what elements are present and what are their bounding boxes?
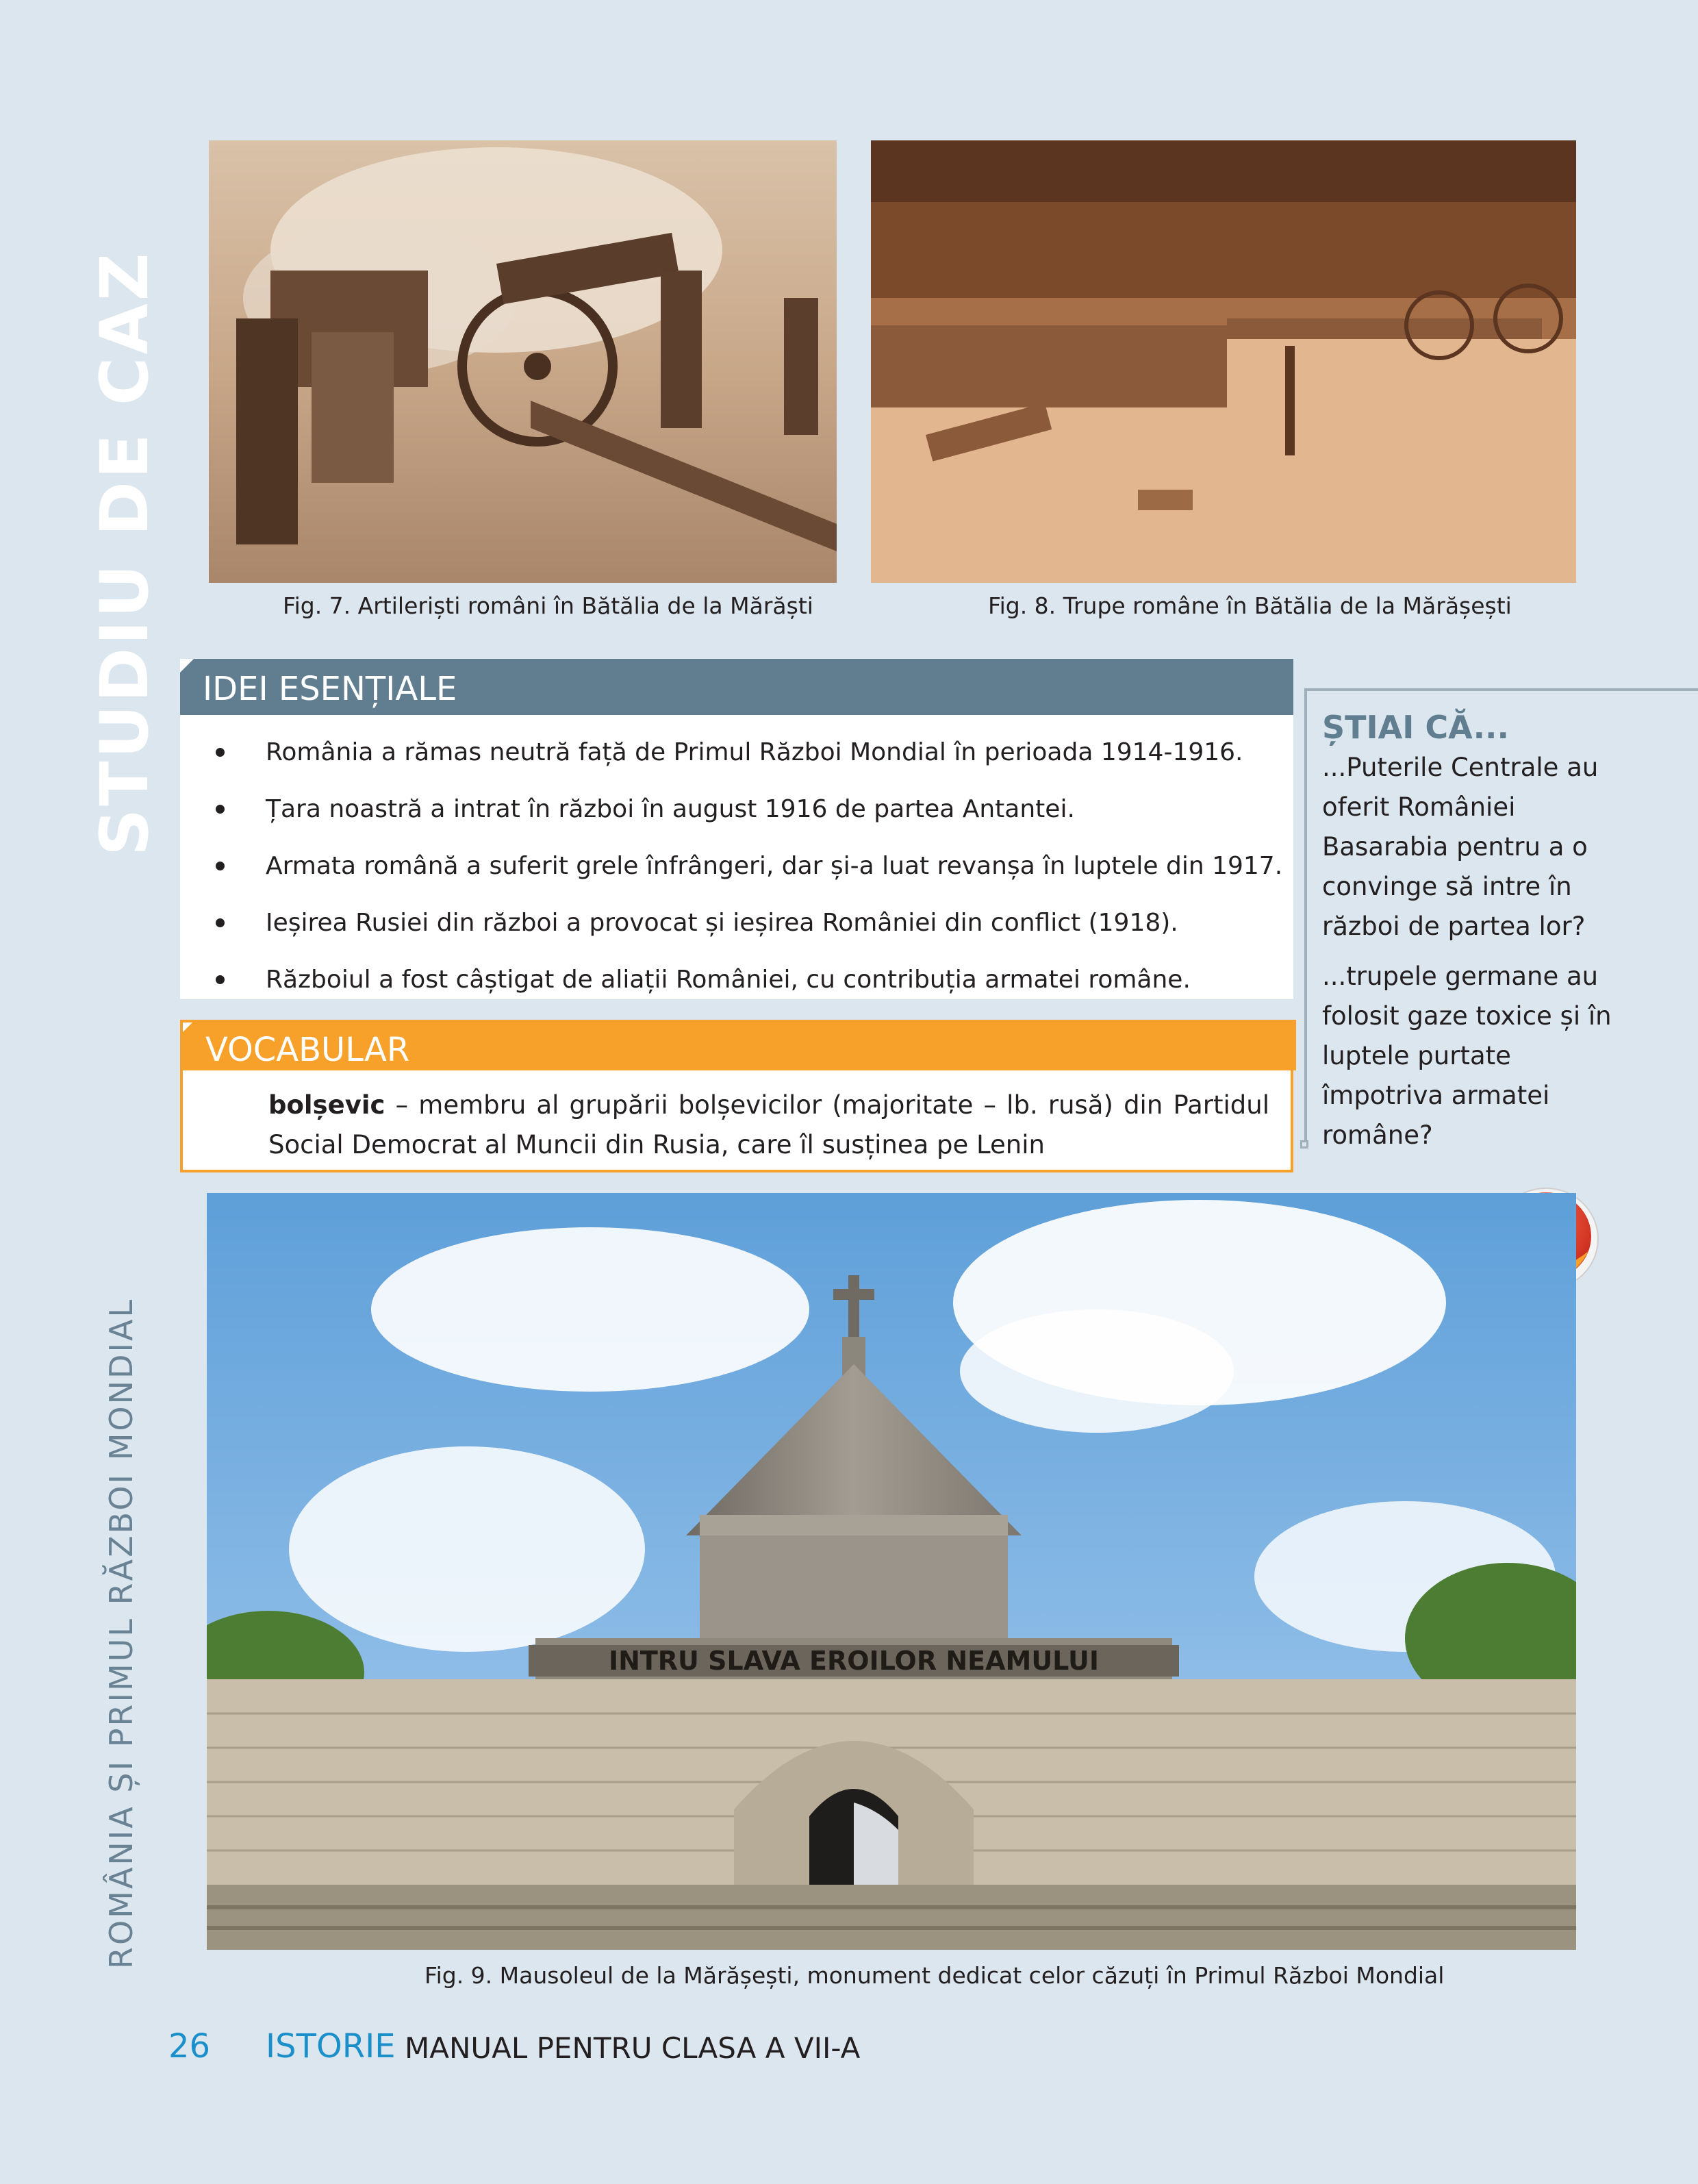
did-you-know-title: ȘTIAI CĂ... (1322, 709, 1509, 746)
divider (1304, 688, 1698, 691)
page-number: 26 (168, 2027, 211, 2066)
fig7-photo (209, 140, 837, 583)
key-ideas-list (180, 724, 1282, 1008)
list-item: Ieșirea Rusiei din război a provocat și ieșirea României din conflict (1918). (180, 894, 1282, 951)
fig8-photo (871, 140, 1576, 583)
did-you-know-box (1296, 688, 1698, 1150)
bullet-icon (216, 805, 225, 814)
bullet-icon (216, 975, 225, 984)
fig8-caption: Fig. 8. Trupe române în Bătălia de la Mărășești (988, 592, 1512, 619)
list-item: Războiul a fost câștigat de aliații României, cu contribuția armatei române. (180, 951, 1282, 1008)
vocabulary-term: bolșevic (268, 1090, 385, 1120)
bullet-icon (216, 748, 225, 757)
did-you-know-fact-1: ...Puterile Centrale au oferit României Basarabia pentru a o convinge să intre în război de partea lor? (1322, 753, 1599, 941)
mausoleum-inscription: INTRU SLAVA EROILOR NEAMULUI (608, 1646, 1100, 1676)
list-item: România a rămas neutră față de Primul Război Mondial în perioada 1914-1916. (180, 724, 1282, 781)
list-item: Țara noastră a intrat în război în august 1916 de partea Antantei. (180, 781, 1282, 838)
did-you-know-fact-2: ...trupele germane au folosit gaze toxice și în luptele purtate împotriva armatei române? (1322, 962, 1612, 1150)
bullet-icon (216, 918, 225, 927)
key-ideas-box (180, 659, 1293, 999)
manual-label: MANUAL PENTRU CLASA A VII-A (405, 2031, 861, 2065)
case-study-label: STUDIU DE CAZ (86, 250, 163, 856)
fig9-photo (207, 1193, 1576, 1950)
chapter-label: ROMÂNIA ȘI PRIMUL RĂZBOI MONDIAL (103, 1297, 140, 1969)
bullet-icon (216, 862, 225, 870)
divider (1304, 688, 1307, 1144)
key-ideas-title: IDEI ESENȚIALE (203, 670, 457, 708)
fig7-caption: Fig. 7. Artileriști români în Bătălia de la Mărăști (283, 592, 813, 619)
list-item: Armata română a suferit grele înfrângeri, dar și-a luat revanșa în luptele din 1917. (180, 838, 1282, 894)
vocabulary-definition: bolșevic – membru al grupării bolșevicilor (majoritate – lb. rusă) din Partidul Social Democrat al Muncii din Rusia, care îl susținea pe Lenin (268, 1090, 1269, 1159)
vocabulary-title: VOCABULAR (205, 1031, 410, 1069)
vocabulary-box (180, 1020, 1293, 1172)
fig9-caption: Fig. 9. Mausoleul de la Mărășești, monument dedicat celor căzuți în Primul Război Mondial (424, 1962, 1445, 1989)
divider-knob (1300, 1140, 1308, 1149)
subject-label: ISTORIE (266, 2027, 396, 2066)
